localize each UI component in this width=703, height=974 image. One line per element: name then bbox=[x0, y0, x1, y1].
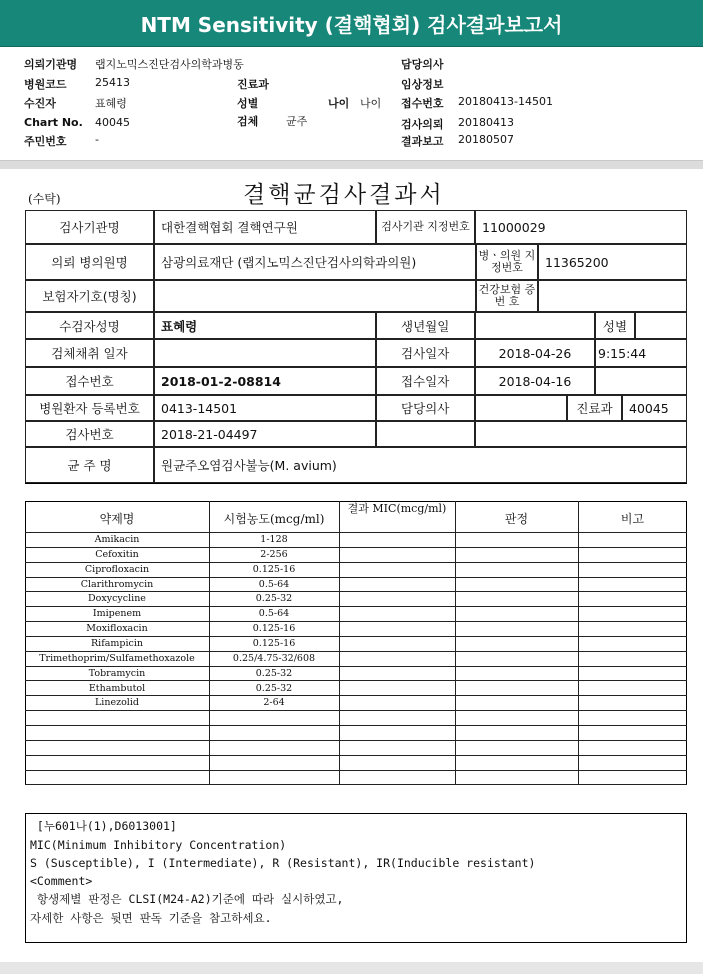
hosp-no-value: 11365200 bbox=[538, 244, 687, 280]
collect-label: 검체채취 일자 bbox=[25, 339, 154, 367]
hospital-label: 의뢰기관명 bbox=[24, 58, 78, 71]
accession-label: 접수번호 bbox=[25, 367, 154, 395]
req-hosp-value: 삼광의료재단 (랩지노믹스진단검사의학과의원) bbox=[154, 244, 476, 280]
table-row bbox=[25, 696, 687, 711]
specimen-label: 검체 bbox=[237, 115, 259, 128]
table-row bbox=[25, 667, 687, 682]
accept-date-blank bbox=[595, 367, 687, 395]
divider-bar bbox=[0, 160, 703, 169]
table-row bbox=[25, 563, 687, 578]
drug-name: Amikacin bbox=[94, 534, 140, 545]
drug-name: Doxycycline bbox=[88, 593, 146, 605]
doctor-value bbox=[475, 395, 567, 421]
insured-label: 보험자기호(명칭) bbox=[25, 280, 154, 312]
report-label: 결과보고 bbox=[401, 135, 444, 148]
sheet-heading: 결핵균검사결과서 bbox=[243, 182, 445, 208]
drug-concentration: 0.5-64 bbox=[258, 578, 290, 590]
hosp-code-value: 25413 bbox=[95, 76, 130, 89]
bottom-bar bbox=[0, 962, 703, 974]
table-row bbox=[25, 622, 687, 637]
drug-name: Trimethoprim/Sulfamethoxazole bbox=[39, 652, 195, 664]
req-hosp-label: 의뢰 병의원명 bbox=[25, 244, 154, 280]
drug-name: Tobramycin bbox=[88, 667, 146, 679]
health-value bbox=[538, 280, 687, 312]
rrn-label: 주민번호 bbox=[24, 135, 67, 148]
health-label: 건강보험 증 번 호 bbox=[476, 280, 538, 312]
drug-concentration: 0.25-32 bbox=[255, 593, 293, 605]
table-row bbox=[25, 756, 687, 771]
sex-label: 성별 bbox=[595, 312, 635, 339]
drug-concentration: 0.125-16 bbox=[252, 637, 296, 649]
comment-line: <Comment> bbox=[30, 874, 93, 888]
comment-line: 자세한 사항은 뒷면 판독 기준을 참고하세요. bbox=[30, 911, 272, 925]
table-row bbox=[25, 607, 687, 622]
drug-concentration: 0.25-32 bbox=[255, 667, 293, 679]
hosp-no-label: 병ㆍ의원 지정번호 bbox=[476, 244, 538, 280]
dept-label: 진료과 bbox=[237, 78, 269, 91]
table-row bbox=[25, 726, 687, 741]
specimen-value: 균주 bbox=[286, 115, 308, 128]
comment-line: S (Susceptible), I (Intermediate), R (Resistant), IR(Inducible resistant) bbox=[30, 856, 536, 870]
sex-label: 성별 bbox=[237, 97, 259, 110]
doctor-label: 담당의사 bbox=[401, 58, 444, 71]
request-label: 검사의뢰 bbox=[401, 118, 444, 131]
test-no-blank1 bbox=[376, 421, 475, 447]
chart-value: 40045 bbox=[95, 116, 130, 129]
doctor-label: 담당의사 bbox=[376, 395, 475, 421]
drug-name: Rifampicin bbox=[91, 637, 143, 649]
header-concentration: 시험농도(mcg/ml) bbox=[223, 512, 325, 526]
table-row bbox=[25, 682, 687, 697]
hospital-value: 랩지노믹스진단검사의학과병동 bbox=[95, 58, 244, 71]
table-row bbox=[25, 637, 687, 652]
rrn-value: - bbox=[95, 133, 99, 146]
reg-label: 병원환자 등록번호 bbox=[25, 395, 154, 421]
reg-value: 0413-14501 bbox=[154, 395, 376, 421]
header-mic: 결과 MIC(mcg/ml) bbox=[347, 502, 447, 515]
header-remark: 비고 bbox=[620, 512, 645, 526]
drug-name: Cefoxitin bbox=[95, 548, 139, 560]
drug-name: Ethambutol bbox=[88, 682, 146, 694]
lab-label: 검사기관명 bbox=[25, 210, 154, 244]
request-value: 20180413 bbox=[458, 116, 514, 129]
drug-concentration: 0.5-64 bbox=[258, 608, 290, 620]
table-row bbox=[25, 711, 687, 726]
clinical-label: 임상정보 bbox=[401, 78, 444, 91]
table-row bbox=[25, 592, 687, 607]
report-value: 20180507 bbox=[458, 133, 514, 146]
age-label: 나이 bbox=[328, 97, 350, 110]
dept-label: 진료과 bbox=[567, 395, 622, 421]
comment-box bbox=[25, 813, 687, 943]
test-date-value: 2018-04-26 bbox=[475, 339, 595, 367]
drug-concentration: 1-128 bbox=[260, 534, 288, 545]
lab-no-label: 검사기관 지정번호 bbox=[376, 210, 475, 244]
test-date-label: 검사일자 bbox=[376, 339, 475, 367]
lab-no-value: 11000029 bbox=[475, 210, 687, 244]
drug-concentration: 2-64 bbox=[263, 697, 285, 709]
birth-value bbox=[475, 312, 595, 339]
drug-concentration: 0.25/4.75-32/608 bbox=[232, 652, 316, 664]
insured-value bbox=[154, 280, 476, 312]
age-value: 나이 bbox=[360, 97, 382, 110]
drug-name: Clarithromycin bbox=[80, 578, 154, 590]
comment-line: 항생제별 판정은 CLSI(M24-A2)기준에 따라 실시하였고, bbox=[30, 892, 344, 906]
name-value: 표혜령 bbox=[154, 312, 376, 339]
table-row bbox=[25, 578, 687, 593]
table-row bbox=[25, 533, 687, 548]
drug-concentration: 2-256 bbox=[260, 548, 288, 560]
dept-value: 40045 bbox=[622, 395, 687, 421]
accept-date-label: 접수일자 bbox=[376, 367, 475, 395]
collect-value bbox=[154, 339, 376, 367]
table-row bbox=[25, 548, 687, 563]
test-time-value: 9:15:44 bbox=[595, 339, 687, 367]
drug-name: Ciprofloxacin bbox=[84, 563, 150, 575]
comment-line: [누601나(1),D6013001] bbox=[30, 819, 177, 833]
header-judgement: 판정 bbox=[504, 512, 529, 526]
report-title: NTM Sensitivity (결핵협회) 검사결과보고서 bbox=[0, 0, 703, 47]
accession-value: 2018-01-2-08814 bbox=[154, 367, 376, 395]
strain-value: 원균주오염검사불능(M. avium) bbox=[154, 447, 687, 483]
chart-label: Chart No. bbox=[24, 116, 83, 129]
drug-name: Imipenem bbox=[92, 608, 142, 620]
sex-value bbox=[635, 312, 687, 339]
drug-name: Linezolid bbox=[95, 697, 139, 709]
name-label: 수검자성명 bbox=[25, 312, 154, 339]
patient-value: 표혜령 bbox=[95, 97, 127, 110]
table-row bbox=[25, 652, 687, 667]
test-no-label: 검사번호 bbox=[25, 421, 154, 447]
receipt-label: 접수번호 bbox=[401, 97, 444, 110]
drug-concentration: 0.125-16 bbox=[252, 623, 296, 635]
test-no-value: 2018-21-04497 bbox=[154, 421, 376, 447]
receipt-value: 20180413-14501 bbox=[458, 95, 553, 108]
drug-name: Moxifloxacin bbox=[86, 623, 148, 635]
hosp-code-label: 병원코드 bbox=[24, 78, 67, 91]
header-drug: 약제명 bbox=[99, 512, 135, 526]
test-no-blank2 bbox=[475, 421, 687, 447]
strain-label: 균 주 명 bbox=[25, 447, 154, 483]
birth-label: 생년월일 bbox=[376, 312, 475, 339]
drug-concentration: 0.125-16 bbox=[252, 563, 296, 575]
consignment-stamp: (수탁) bbox=[28, 192, 61, 206]
patient-info-panel bbox=[0, 47, 703, 160]
table-row bbox=[25, 771, 687, 786]
accept-date-value: 2018-04-16 bbox=[475, 367, 595, 395]
lab-value: 대한결핵협회 결핵연구원 bbox=[154, 210, 376, 244]
drug-concentration: 0.25-32 bbox=[255, 682, 293, 694]
patient-label: 수진자 bbox=[24, 97, 56, 110]
comment-line: MIC(Minimum Inhibitory Concentration) bbox=[30, 838, 287, 852]
table-row bbox=[25, 741, 687, 756]
